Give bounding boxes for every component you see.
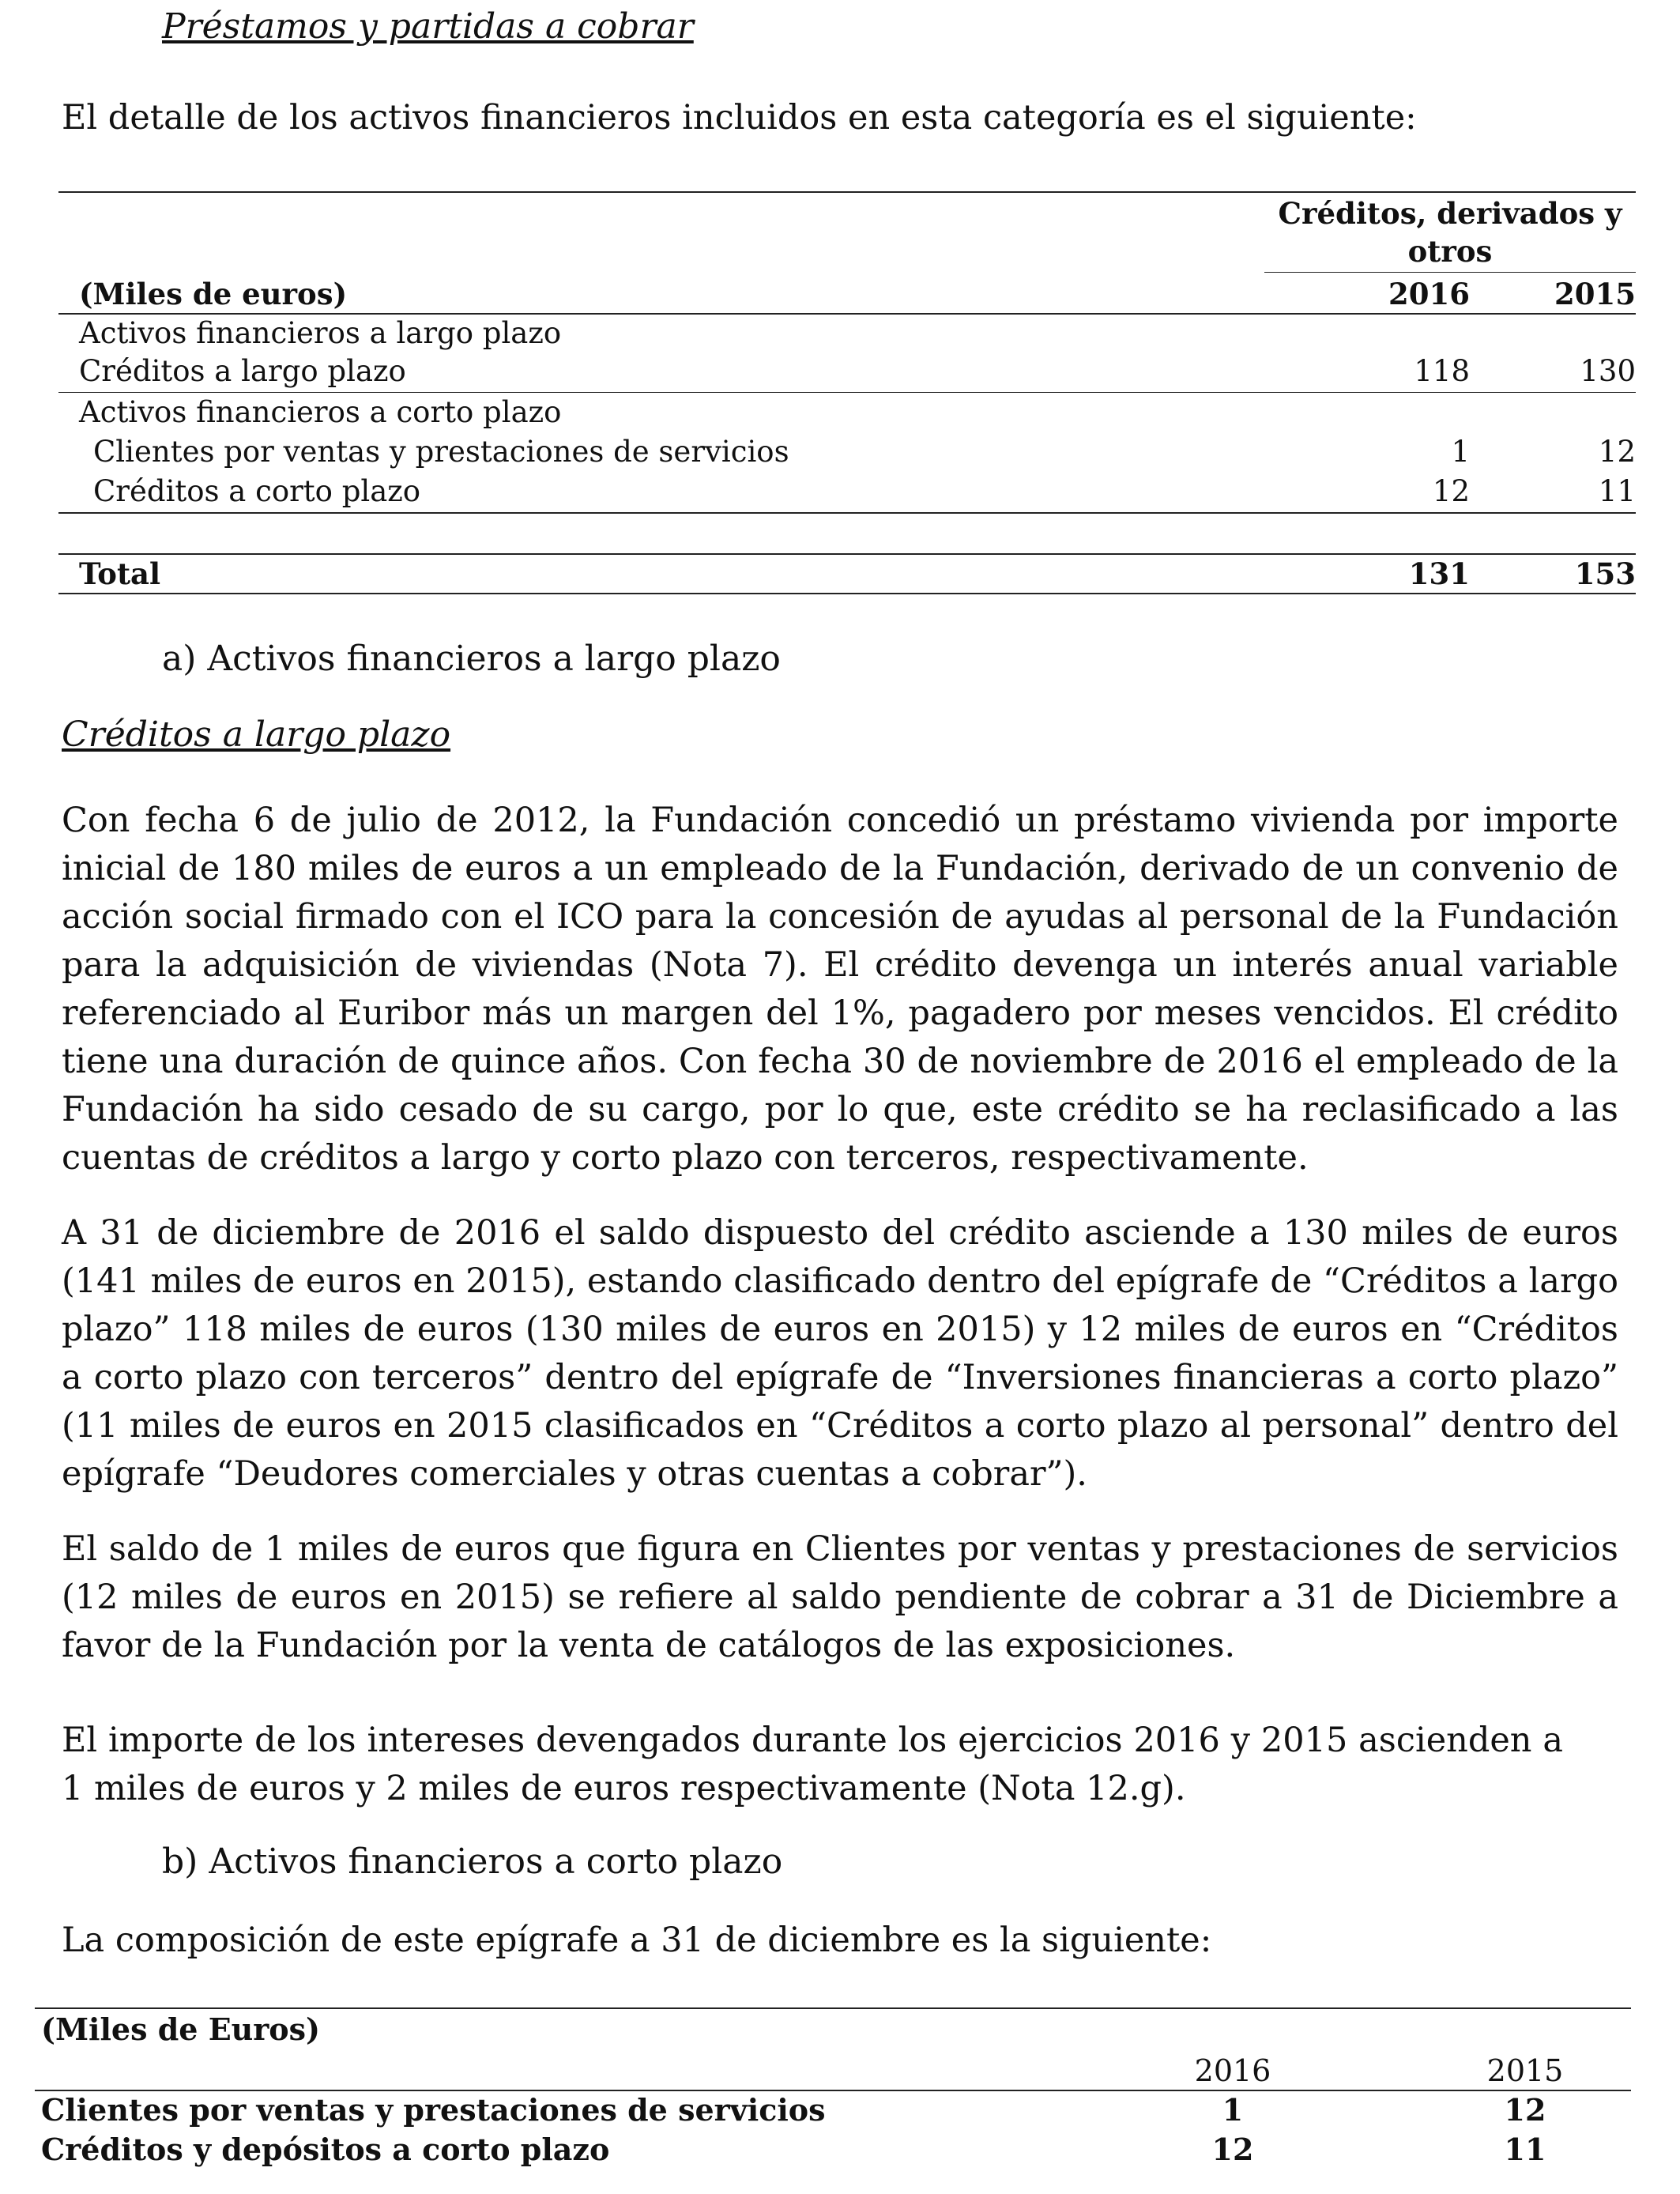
paragraph-balance: A 31 de diciembre de 2016 el saldo dispuesto del crédito asciende a 130 miles de euros (141 miles de euros en 2015), estando clasificado dentro del epígrafe de “Créditos a largo plazo” 118 miles de euros (130 miles de euros en 2015) y 12 miles de euros en “Créditos a corto plazo con terceros” dentro del epígrafe de “Inversiones financieras a corto plazo” (11 miles de euros en 2015 clasificados en “Créditos a corto plazo al personal” dentro del epígrafe “Deudores comerciales y otras cuentas a cobrar”).	[62, 1213, 1618, 1494]
table2-col-2015: 2015	[1486, 2053, 1564, 2088]
table2-cell-2016: 12	[1211, 2132, 1254, 2167]
col-header-2015: 2015	[1554, 277, 1636, 311]
total-label: Total	[79, 556, 161, 591]
subheading-b: b) Activos financieros a corto plazo	[162, 1842, 783, 1882]
total-2016: 131	[1408, 556, 1470, 591]
table-row-label: Créditos a largo plazo	[79, 354, 406, 388]
paragraph-loan: Con fecha 6 de julio de 2012, la Fundación concedió un préstamo vivienda por importe inicial de 180 miles de euros a un empleado de la Fundación, derivado de un convenio de acción social firmado con el ICO para la concesión de ayudas al personal de la Fundación para la adquisición de viviendas (Nota 7). El crédito devenga un interés anual variable referenciado al Euribor más un margen del 1%, pagadero por meses vencidos. El crédito tiene una duración de quince años. Con fecha 30 de noviembre de 2016 el empleado de la Fundación ha sido cesado de su cargo, por lo que, este crédito se ha reclasificado a las cuentas de créditos a largo y corto plazo con terceros, respectivamente.	[62, 801, 1618, 1178]
section-title: Préstamos y partidas a cobrar	[162, 6, 694, 47]
table2-col-2016: 2016	[1194, 2053, 1271, 2088]
intro-text: El detalle de los activos financieros incluidos en esta categoría es el siguiente:	[62, 98, 1417, 138]
subsection-title: Créditos a largo plazo	[62, 714, 451, 755]
group-header-line1: Créditos, derivados y	[1278, 196, 1622, 231]
col-header-2016: 2016	[1388, 277, 1470, 311]
total-bottom-rule	[58, 593, 1636, 594]
table2-row-label: Clientes por ventas y prestaciones de servicios	[41, 2092, 826, 2128]
table-cell-2016: 12	[1432, 474, 1470, 508]
subheading-a: a) Activos financieros a largo plazo	[162, 639, 781, 679]
table-cell-2016: 118	[1414, 354, 1470, 388]
table-cell-2015: 11	[1598, 474, 1636, 508]
row-rule	[58, 392, 1636, 393]
table-cell-2016: 1	[1451, 435, 1470, 469]
table2-unit-label: (Miles de Euros)	[41, 2011, 321, 2047]
table-row-label: Activos financieros a largo plazo	[79, 316, 562, 350]
paragraph-interest: El importe de los intereses devengados durante los ejercicios 2016 y 2015 ascienden a 1 miles de euros y 2 miles de euros respectivamente (Nota 12.g).	[62, 1721, 1563, 1808]
table2-cell-2016: 1	[1222, 2092, 1244, 2128]
table2-cell-2015: 12	[1504, 2092, 1546, 2128]
subtotal-rule	[58, 512, 1636, 514]
table2-row-label: Créditos y depósitos a corto plazo	[41, 2132, 610, 2167]
composition-text: La composición de este epígrafe a 31 de diciembre es la siguiente:	[62, 1921, 1212, 1960]
table-cell-2015: 130	[1580, 354, 1636, 388]
table-row-label: Activos financieros a corto plazo	[79, 395, 562, 429]
group-header-rule	[1264, 272, 1636, 273]
table-row-label: Créditos a corto plazo	[93, 474, 421, 508]
group-header-line2: otros	[1407, 234, 1493, 269]
table2-cell-2015: 11	[1504, 2132, 1546, 2167]
total-2015: 153	[1574, 556, 1636, 591]
table-row-label: Clientes por ventas y prestaciones de servicios	[93, 435, 789, 469]
table2-top-rule	[35, 2007, 1631, 2009]
table-cell-2015: 12	[1598, 435, 1636, 469]
paragraph-clients: El saldo de 1 miles de euros que figura en Clientes por ventas y prestaciones de servicios (12 miles de euros en 2015) se refiere al saldo pendiente de cobrar a 31 de Diciembre a favor de la Fundación por la venta de catálogos de las exposiciones.	[62, 1529, 1618, 1665]
table-top-rule	[58, 191, 1636, 193]
unit-label: (Miles de euros)	[79, 277, 348, 311]
